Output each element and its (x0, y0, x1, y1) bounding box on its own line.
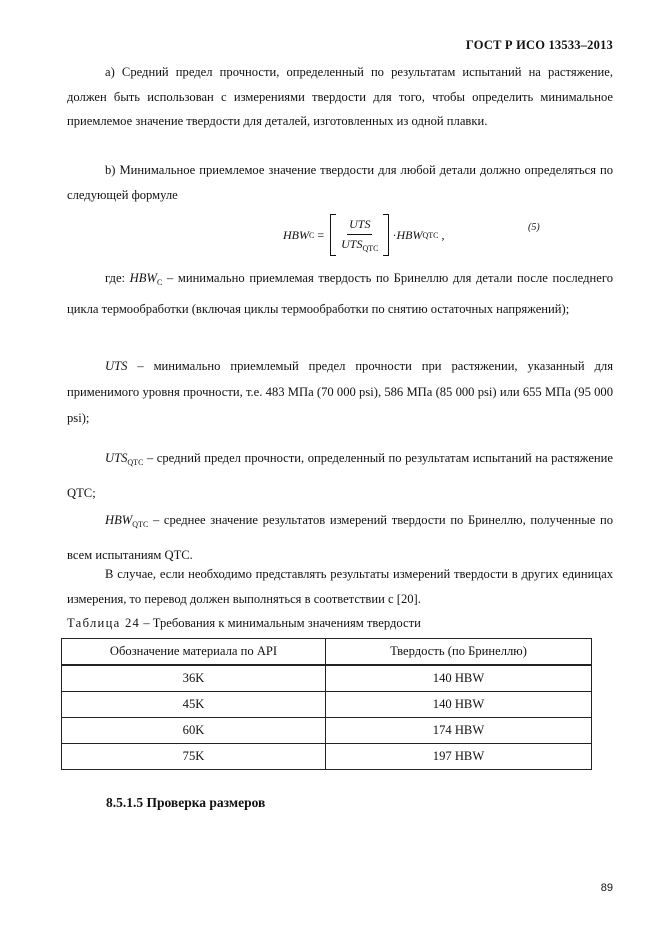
page-number: 89 (600, 882, 613, 894)
definition-symbol: UTS (105, 451, 128, 465)
cell-hardness: 197 HBW (326, 744, 592, 770)
definition-symbol: HBW (105, 513, 133, 527)
paragraph-b: b) Минимальное приемлемое значение твердости для любой детали должно определяться по следующей формуле (67, 163, 613, 202)
definition-uts (67, 353, 613, 431)
column-header-material: Обозначение материала по API (62, 639, 326, 666)
cell-material: 45K (62, 692, 326, 718)
formula-5 (283, 213, 444, 257)
cell-material: 60K (62, 718, 326, 744)
section-heading: 8.5.1.5 Проверка размеров (106, 795, 266, 810)
formula-denominator-sub: QTC (362, 244, 379, 253)
hardness-table (61, 638, 592, 770)
formula-equals: = (314, 227, 328, 242)
definition-text: – средний предел прочности, определенный по результатам испытаний на растяжение QTC; (67, 451, 613, 500)
cell-material: 75K (62, 744, 326, 770)
definition-symbol-sub: QTC (132, 520, 149, 529)
column-header-hardness: Твердость (по Бринеллю) (326, 639, 592, 666)
definition-hbw-qtc (67, 505, 613, 570)
formula-denominator: UTS (341, 237, 363, 251)
definition-uts-qtc (67, 443, 613, 508)
table-caption (67, 616, 421, 631)
formula-lhs: HBW (283, 227, 309, 242)
table-caption-label: Таблица 24 (67, 616, 141, 630)
definition-symbol: HBW (129, 271, 157, 285)
definition-symbol-sub: C (156, 278, 163, 287)
table-row (62, 665, 592, 692)
formula-bracket (330, 214, 389, 256)
definition-symbol: UTS (105, 359, 128, 373)
formula-rhs: HBW (396, 227, 423, 242)
definition-text: – минимально приемлемый предел прочности при растяжении, указанный для применимого уровня прочности, т.е. 483 МПа (70 000 psi), 586 МПа (85 000 psi) или 655 МПа (95 000 psi); (67, 359, 613, 425)
definition-text: – среднее значение результатов измерений твердости по Бринеллю, полученные по всем испытаниям QTC. (67, 513, 613, 562)
formula-tail: , (438, 227, 445, 242)
formula-lhs-sub: C (309, 230, 315, 240)
table-row (62, 744, 592, 770)
cell-material: 36K (62, 665, 326, 692)
cell-hardness: 174 HBW (326, 718, 592, 744)
paragraph-a: a) Средний предел прочности, определенный по результатам испытаний на растяжение, должен быть использован с измерениями твердости для того, чтобы определить минимальное приемлемое значение твердости для деталей, изготовленных из одной плавки. (67, 65, 613, 128)
definition-symbol-sub: QTC (127, 458, 144, 467)
equation-number: (5) (528, 222, 540, 233)
table-caption-text: – Требования к минимальным значениям твердости (140, 616, 421, 630)
document-header: ГОСТ Р ИСО 13533–2013 (465, 38, 613, 52)
formula-numerator: UTS (349, 217, 371, 231)
cell-hardness: 140 HBW (326, 665, 592, 692)
formula-fraction (335, 217, 384, 253)
cell-hardness: 140 HBW (326, 692, 592, 718)
table-header-row (62, 639, 592, 666)
table-row (62, 718, 592, 744)
formula-rhs-sub: QTC (422, 230, 439, 240)
definition-text: – минимально приемлемая твердость по Бринеллю для детали после последнего цикла термообработки (включая циклы термообработки по снятию остаточных напряжений); (67, 271, 613, 316)
table-row (62, 692, 592, 718)
formula-dot: · (392, 227, 397, 242)
definition-prefix: где: (105, 271, 130, 285)
definition-hbw-c (67, 265, 613, 322)
paragraph-conversion: В случае, если необходимо представлять результаты измерений твердости в других единицах измерения, то перевод должен выполняться в соответствии с [20]. (67, 567, 613, 606)
